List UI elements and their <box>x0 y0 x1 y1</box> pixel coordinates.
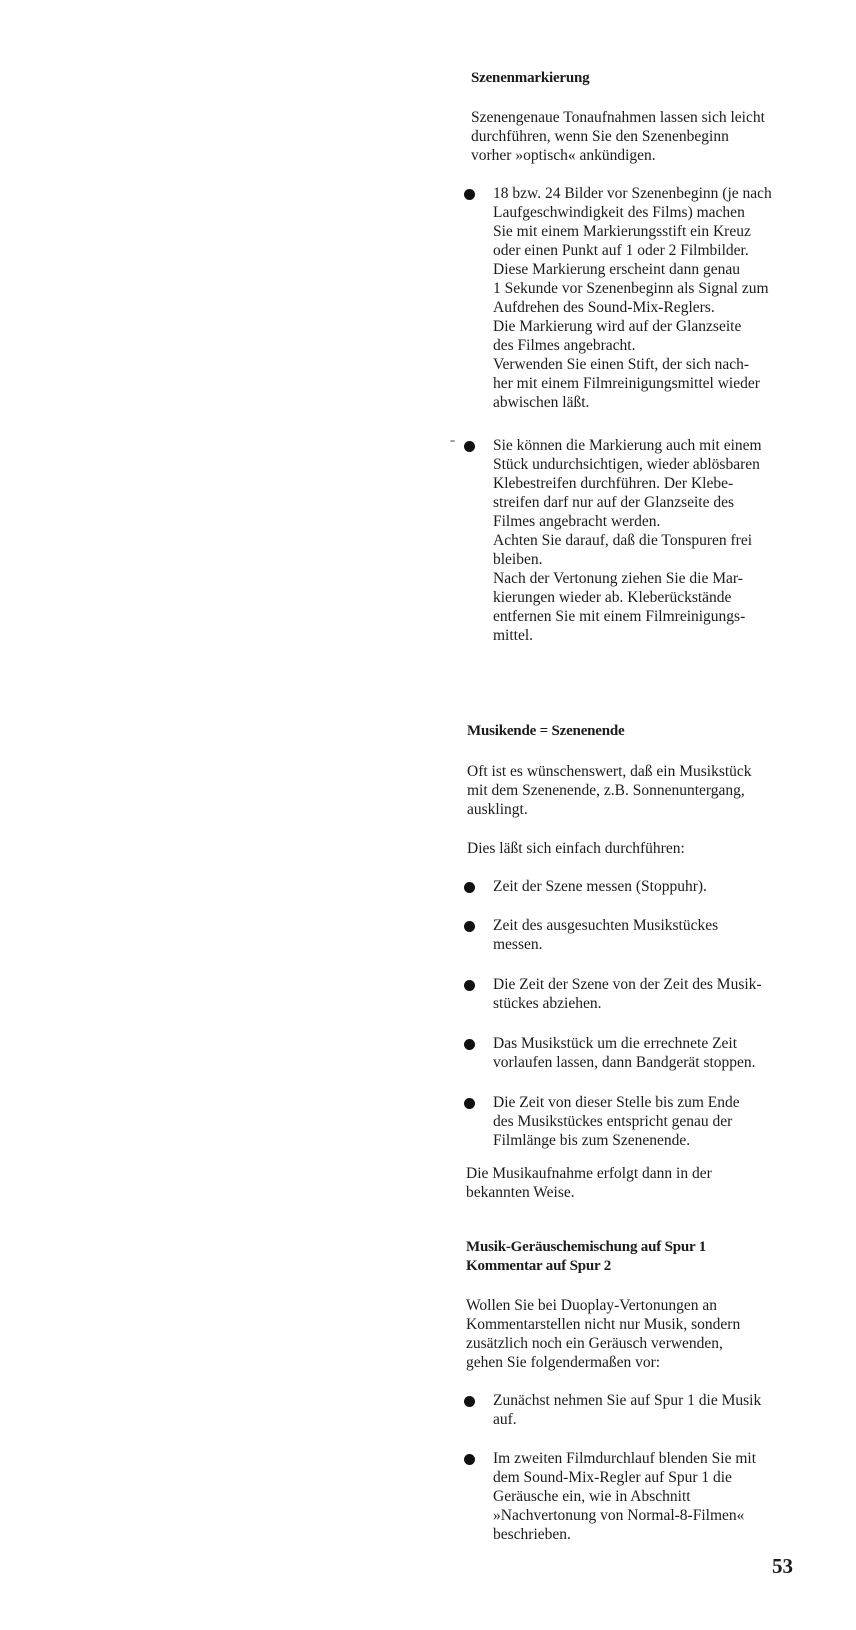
list-item-text: Die Zeit der Szene von der Zeit des Musik- stückes abziehen. <box>493 976 762 1012</box>
scan-speck <box>450 440 455 442</box>
bullet-icon <box>464 441 475 452</box>
list-item <box>467 1034 797 1072</box>
page-number: 53 <box>772 1554 793 1578</box>
list-item-text: Die Zeit von dieser Stelle bis zum Ende des Musikstückes entspricht genau der Filmlänge bis zum Szenenende. <box>493 1094 740 1149</box>
bullet-icon <box>464 189 475 200</box>
section-heading-szenenmarkierung: Szenenmarkierung <box>471 70 590 86</box>
list-item <box>467 975 797 1013</box>
section-heading-musikende: Musikende = Szenenende <box>467 723 625 739</box>
list-item <box>467 184 797 412</box>
section2-lead-paragraph: Dies läßt sich einfach durchführen: <box>467 840 685 857</box>
list-item-text: Im zweiten Filmdurchlauf blenden Sie mit dem Sound-Mix-Regler auf Spur 1 die Geräusche ein, wie in Abschnitt »Nachvertonung von Normal-8-Filmen« beschrieben. <box>493 1450 757 1543</box>
list-item <box>467 436 797 645</box>
section2-closing-paragraph: Die Musikaufnahme erfolgt dann in der bekannten Weise. <box>466 1165 712 1201</box>
section1-intro-paragraph: Szenengenaue Tonaufnahmen lassen sich leicht durchführen, wenn Sie den Szenenbeginn vorher »optisch« ankündigen. <box>471 109 765 164</box>
list-item <box>467 877 797 896</box>
list-item <box>467 1391 797 1429</box>
list-item-text: Zeit des ausgesuchten Musikstückes messen. <box>493 917 719 953</box>
list-item-text: Das Musikstück um die errechnete Zeit vorlaufen lassen, dann Bandgerät stoppen. <box>493 1035 756 1071</box>
bullet-icon <box>464 921 475 932</box>
list-item <box>467 1449 797 1544</box>
bullet-icon <box>464 1396 475 1407</box>
section-heading-line: Kommentar auf Spur 2 <box>466 1258 612 1274</box>
bullet-icon <box>464 1098 475 1109</box>
bullet-icon <box>464 1454 475 1465</box>
section-heading-line: Musik-Geräuschemischung auf Spur 1 <box>466 1239 707 1255</box>
bullet-icon <box>464 882 475 893</box>
section3-intro-paragraph: Wollen Sie bei Duoplay-Vertonungen an Kommentarstellen nicht nur Musik, sondern zusätzlich noch ein Geräusch verwenden, gehen Sie folgendermaßen vor: <box>466 1297 741 1371</box>
list-item <box>467 1093 797 1150</box>
list-item-text: Zeit der Szene messen (Stoppuhr). <box>493 878 707 895</box>
section2-intro-paragraph: Oft ist es wünschenswert, daß ein Musikstück mit dem Szenenende, z.B. Sonnenuntergang, ausklingt. <box>467 763 752 818</box>
bullet-icon <box>464 1039 475 1050</box>
list-item-text: 18 bzw. 24 Bilder vor Szenenbeginn (je nach Laufgeschwindigkeit des Films) machen Sie mit einem Markierungsstift ein Kreuz oder einen Punkt auf 1 oder 2 Filmbilder. Diese Markierung erscheint dann genau 1 Sekunde vor Szenenbeginn als Signal zum Aufdrehen des Sound-Mix-Reglers. Die Markierung wird auf der Glanzseite des Filmes angebracht. Verwenden Sie einen Stift, der sich nach- her mit einem Filmreinigungsmittel wieder abwischen läßt. <box>493 185 772 411</box>
list-item-text: Sie können die Markierung auch mit einem Stück undurchsichtigen, wieder ablösbaren Klebestreifen durchführen. Der Klebe- streifen darf nur auf der Glanzseite des Filmes angebracht werden. Achten Sie darauf, daß die Tonspuren frei bleiben. Nach der Vertonung ziehen Sie die Mar- kierungen wieder ab. Kleberückstände entfernen Sie mit einem Filmreinigungs- mittel. <box>493 437 762 644</box>
list-item-text: Zunächst nehmen Sie auf Spur 1 die Musik auf. <box>493 1392 762 1428</box>
bullet-icon <box>464 980 475 991</box>
section-heading-musik-geraeuschemischung <box>466 1238 706 1276</box>
list-item <box>467 916 797 954</box>
